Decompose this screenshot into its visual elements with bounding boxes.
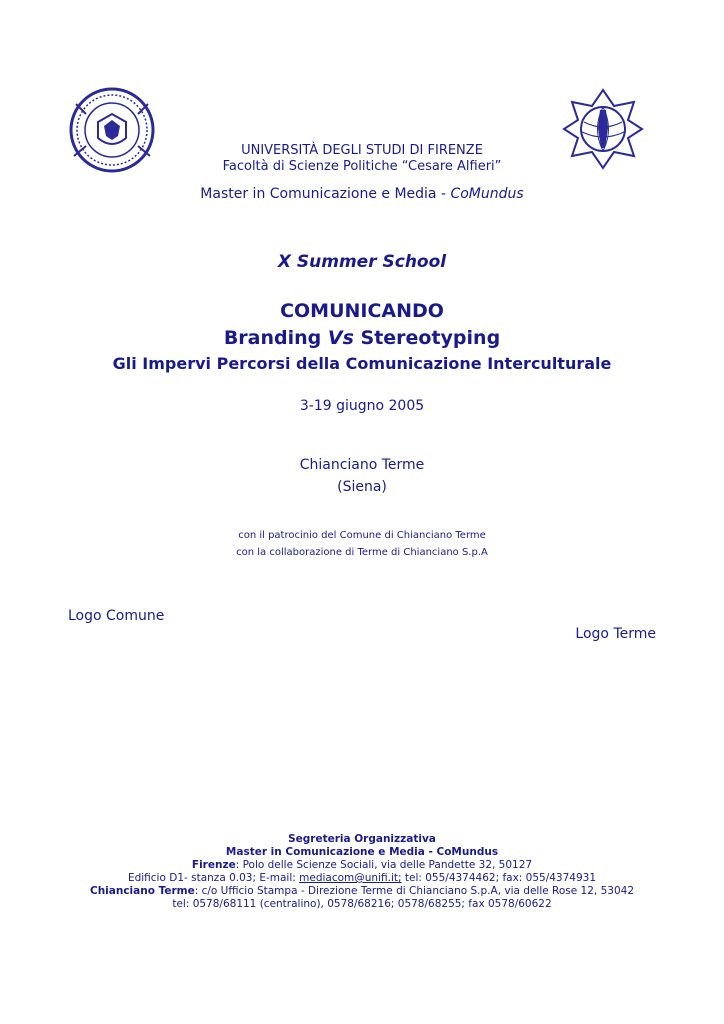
event-city: Chianciano Terme [299,457,425,473]
edificio-text: Edificio D1- stanza 0.03; E-mail: [127,872,300,884]
email-link[interactable]: mediacom@unifi.it; [299,872,402,884]
chianciano-address: : c/o Ufficio Stampa - Direzione Terme di Chianciano S.p.A, via delle Rose 12, 53042 [194,885,634,897]
master-brand: CoMundus [450,186,524,202]
subtitle-vs: Vs [327,327,354,349]
university-name: UNIVERSITÀ DEGLI STUDI DI FIRENZE [241,143,483,158]
footer-contacts [0,833,724,911]
footer-chianciano [0,885,724,898]
secretariat-heading: Segreteria Organizzativa [288,833,436,845]
event-title: COMUNICANDO [280,300,444,322]
footer-firenze [0,859,724,872]
university-heading [0,143,724,175]
event-dates: 3-19 giugno 2005 [299,398,425,414]
logo-terme-placeholder: Logo Terme [575,626,656,642]
master-line [0,186,724,202]
event-tagline: Gli Impervi Percorsi della Comunicazione Interculturale [112,354,612,373]
subtitle-branding: Branding [223,327,328,349]
firenze-address: : Polo delle Scienze Sociali, via delle Pandette 32, 50127 [235,859,533,871]
event-location [0,454,724,498]
event-province: (Siena) [337,479,387,495]
edificio-phones: tel: 055/4374462; fax: 055/4374931 [401,872,597,884]
faculty-name: Facoltà di Scienze Politiche “Cesare Alfieri” [222,159,502,174]
summer-school-edition: X Summer School [277,252,447,272]
footer-master: Master in Comunicazione e Media - CoMundus [225,846,499,858]
footer-phones: tel: 0578/68111 (centralino), 0578/68216; 0578/68255; fax 0578/60622 [172,898,552,910]
logo-comune-placeholder: Logo Comune [68,608,165,624]
patronage-line: con il patrocinio del Comune di Chianciano Terme [238,530,486,541]
chianciano-label: Chianciano Terme [89,885,195,897]
collaboration-line: con la collaborazione di Terme di Chianciano S.p.A [236,547,488,558]
subtitle-stereotyping: Stereotyping [353,327,501,349]
master-prefix: Master in Comunicazione e Media - [200,186,451,202]
footer-edificio [0,872,724,885]
patronage-block [0,527,724,561]
firenze-label: Firenze [191,859,236,871]
event-subtitle [0,327,724,349]
